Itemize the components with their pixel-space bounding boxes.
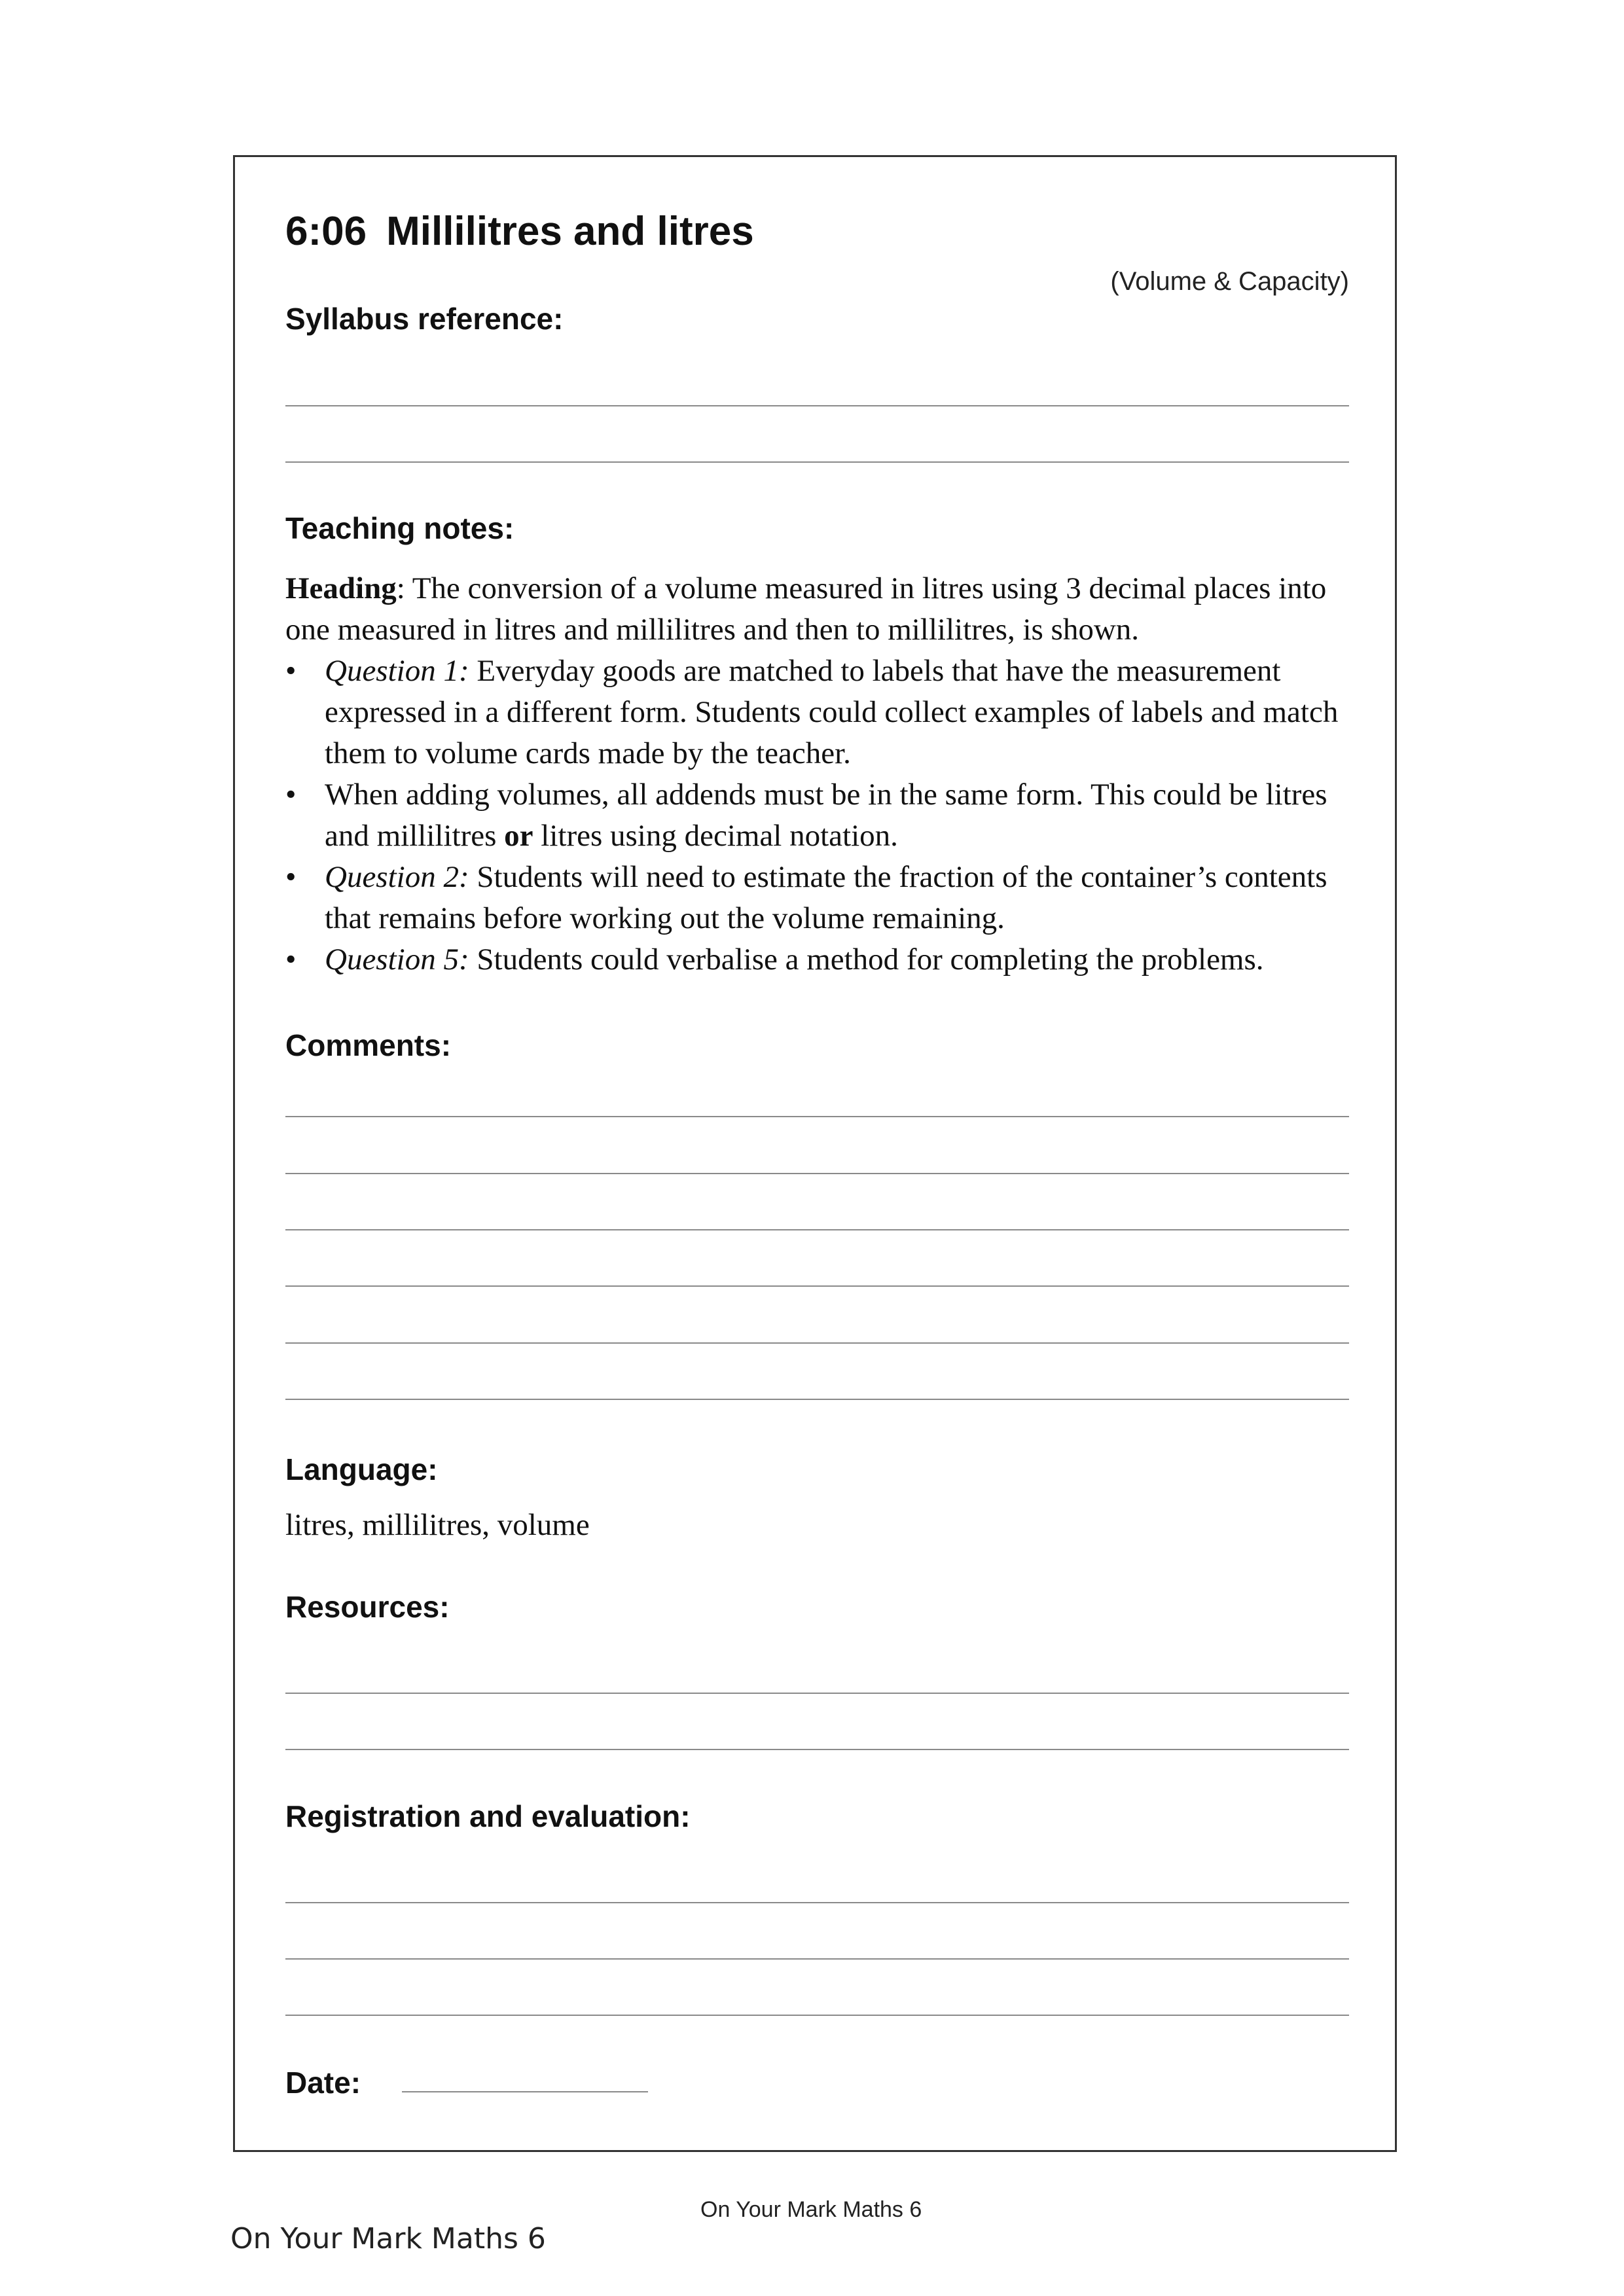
list-item [285,857,1359,939]
date-label: Date: [285,2066,361,2100]
question-label: Question 1: [325,654,469,688]
list-item-text: litres using decimal notation. [533,819,898,853]
language-heading: Language: [285,1452,438,1486]
date-line [402,2091,648,2092]
registration-heading: Registration and evaluation: [285,1799,691,1833]
syllabus-heading: Syllabus reference: [285,302,564,336]
teaching-notes-heading: Teaching notes: [285,511,514,545]
comments-heading: Comments: [285,1028,452,1062]
registration-line [285,2015,1349,2016]
teaching-notes-body [285,568,1359,980]
comments-line [285,1173,1349,1174]
resources-heading: Resources: [285,1590,450,1624]
registration-line [285,1958,1349,1960]
lesson-number: 6:06 [285,209,367,254]
bullet-icon: • [285,654,297,688]
list-item-text: Everyday goods are matched to labels that have the measurement expressed in a different form. Students could collect examples of labels and match them to volume cards made by the teacher. [325,654,1339,770]
language-terms: litres, millilitres, volume [285,1508,590,1542]
notes-intro-text: : The conversion of a volume measured in litres using 3 decimal places into one measured in litres and millilitres and then to millilitres, is shown. [285,571,1327,647]
question-label: Question 2: [325,860,469,894]
comments-line [285,1342,1349,1344]
bullet-icon: • [285,942,297,977]
list-item [285,651,1359,774]
bullet-icon: • [285,860,297,894]
syllabus-line [285,461,1349,463]
comments-line [285,1116,1349,1117]
list-item [285,774,1359,857]
page-frame [233,155,1397,2152]
question-label: Question 5: [325,942,469,977]
registration-line [285,1902,1349,1903]
page-title [285,208,754,255]
topic-label: (Volume & Capacity) [1110,267,1349,296]
list-item-text: Students will need to estimate the fraction of the container’s contents that remains before working out the volume remaining. [325,860,1327,935]
footer-left: On Your Mark Maths 6 [230,2222,546,2255]
syllabus-line [285,405,1349,406]
resources-line [285,1693,1349,1694]
bullet-icon: • [285,778,297,812]
list-item-text: Students could verbalise a method for completing the problems. [469,942,1264,977]
comments-line [285,1285,1349,1287]
notes-list [285,651,1359,980]
comments-line [285,1229,1349,1230]
emphasis-text: or [504,819,533,853]
notes-intro-label: Heading [285,571,397,605]
comments-line [285,1399,1349,1400]
list-item-text: When adding volumes, all addends must be in the same form. This could be litres and millilitres [325,778,1327,853]
footer-center: On Your Mark Maths 6 [700,2197,922,2222]
resources-line [285,1749,1349,1750]
list-item [285,939,1359,980]
notes-intro [285,568,1359,651]
lesson-title: Millilitres and litres [386,209,754,254]
